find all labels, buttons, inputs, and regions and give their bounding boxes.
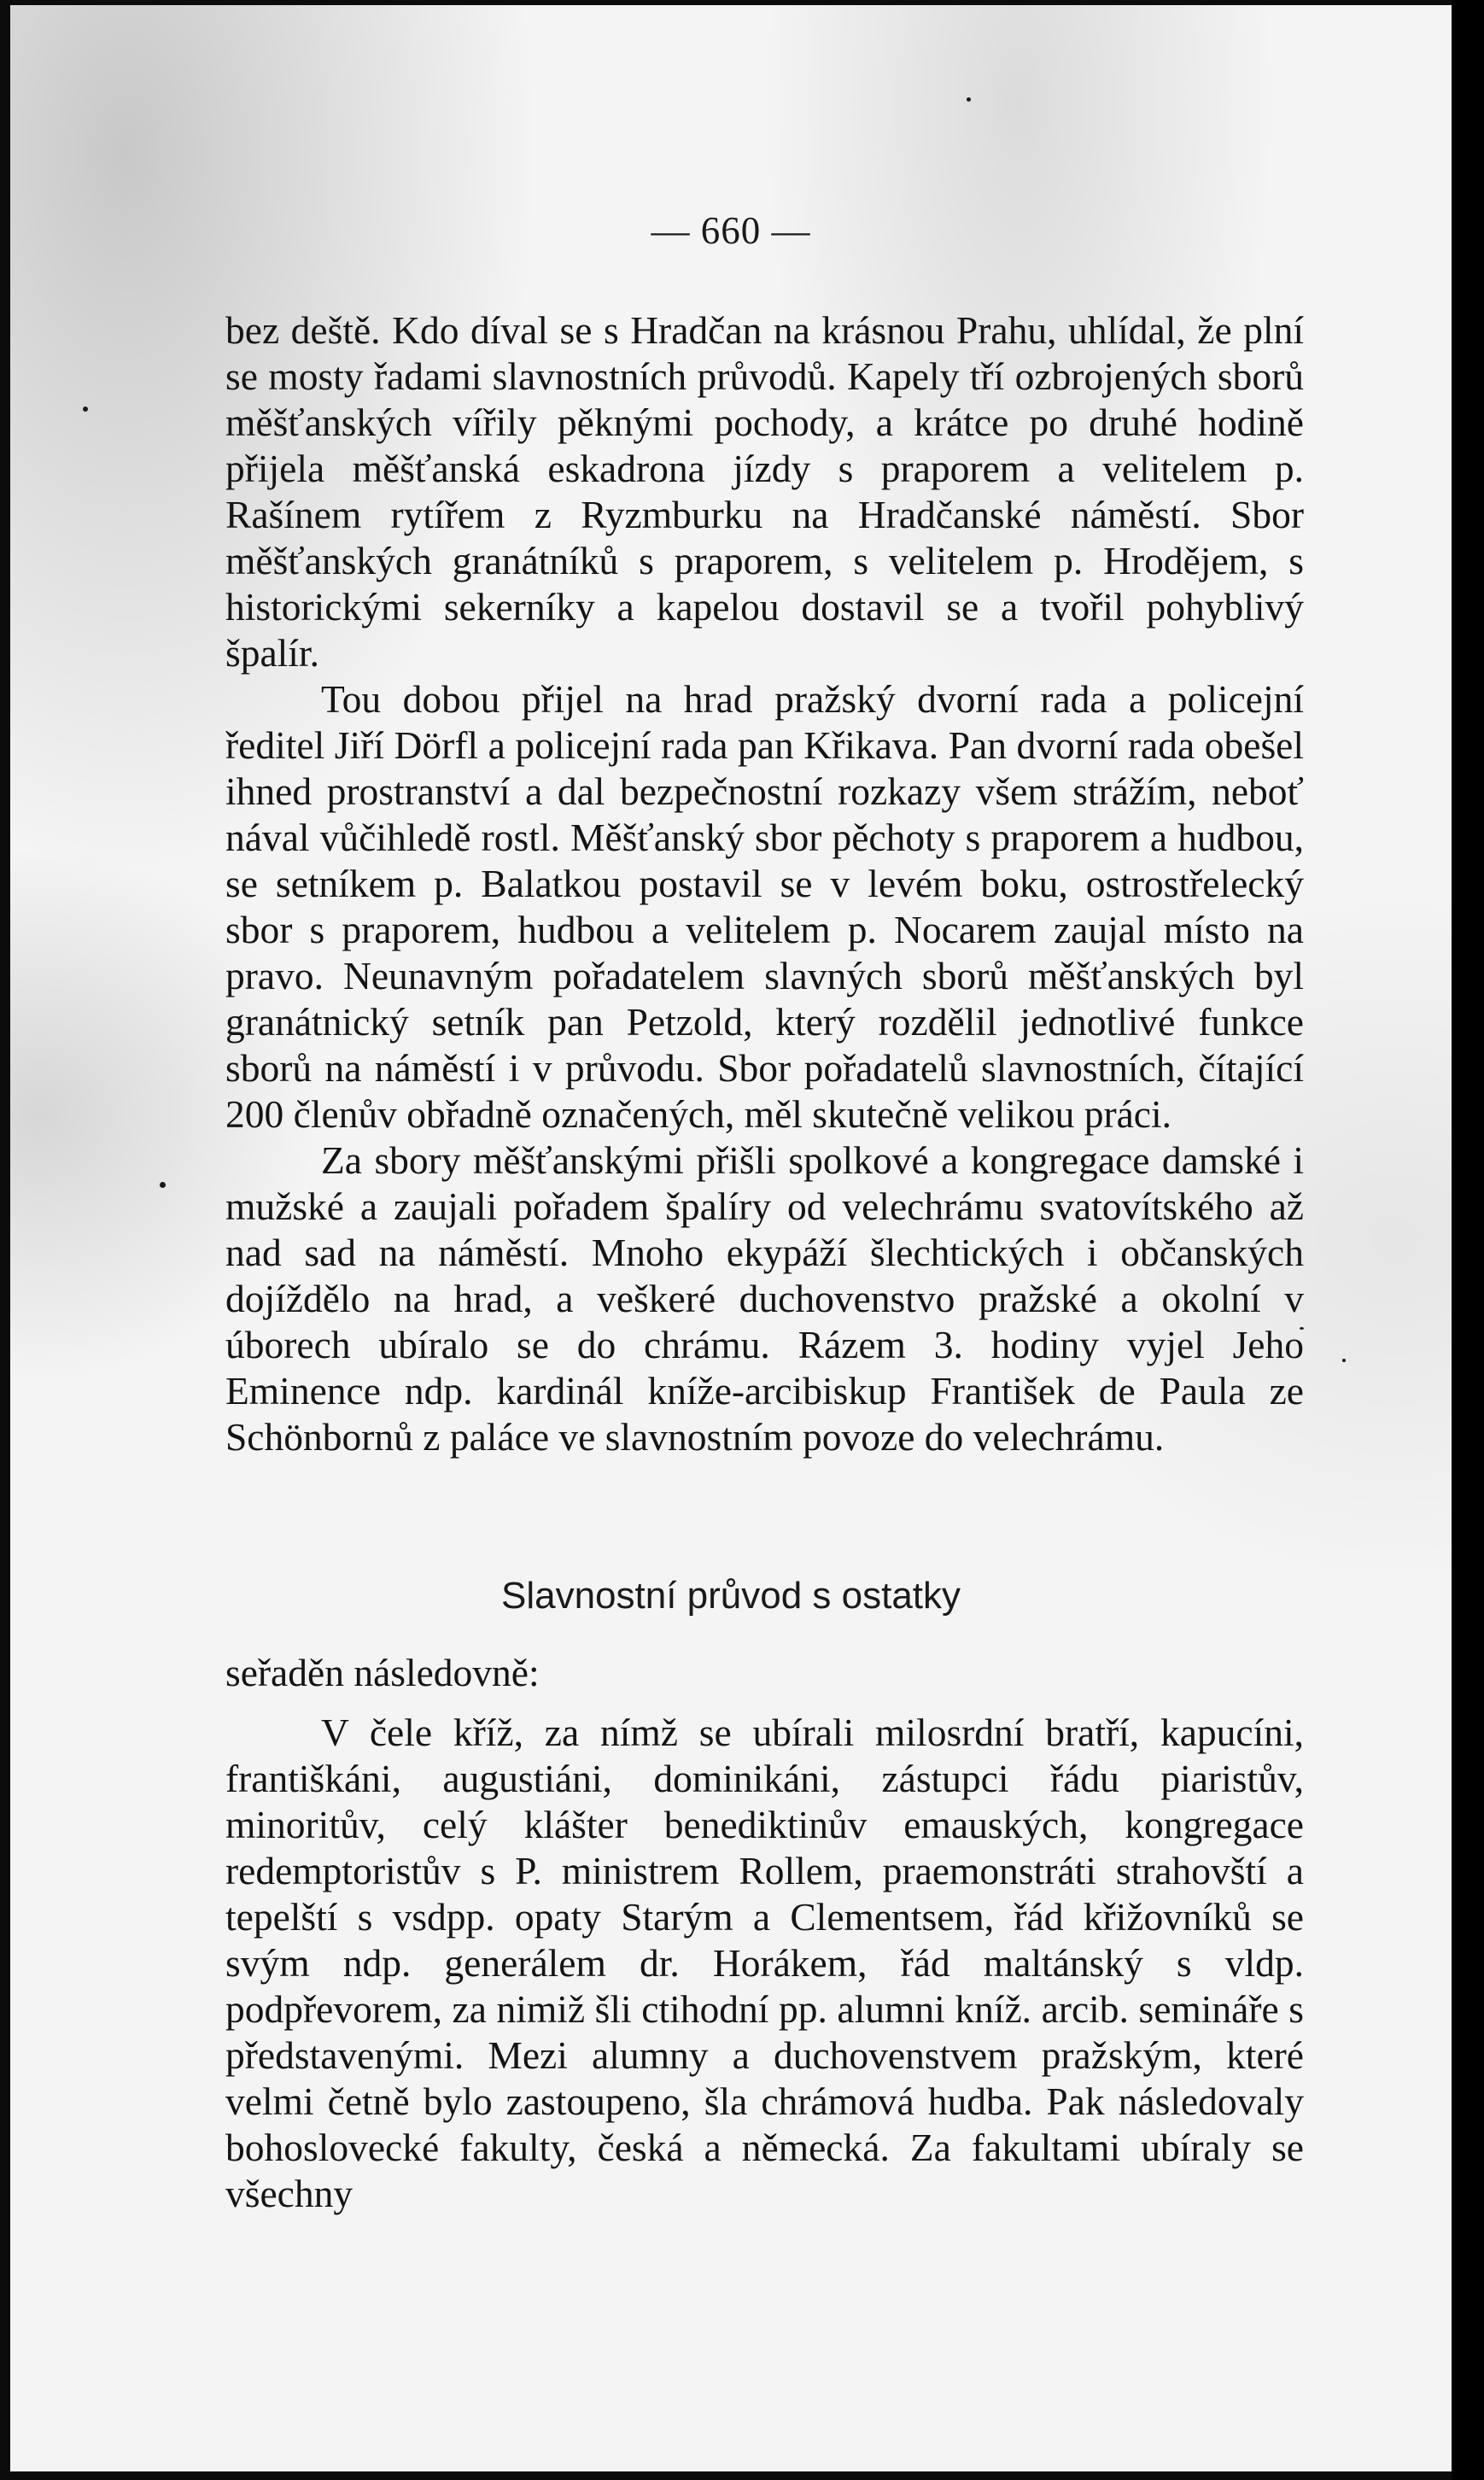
section-heading: Slavnostní průvod s ostatky (500, 1575, 961, 1617)
ink-speck (967, 97, 971, 102)
main-text (225, 307, 1304, 1460)
paragraph-1: bez deště. Kdo díval se s Hradčan na krásnou Prahu, uhlídal, že plní se mosty řadami slavnostních průvodů. Kapely tří ozbrojených sborů měšťanských vířily pěknými pochody, a krátce po druhé hodině přijela měšťanská eskadrona jízdy s praporem a velitelem p. Rašínem rytířem z Ryzmburku na Hradčanské náměstí. Sbor měšťanských granátníků s praporem, s velitelem p. Hrodějem, s historickými sekerníky a kapelou dostavil se a tvořil pohyblivý špalír. (225, 308, 1304, 675)
scan-border (1452, 0, 1484, 2480)
procession-text (225, 1710, 1304, 2217)
ink-speck (83, 407, 88, 412)
page-number: — 660 — (651, 209, 811, 252)
ink-speck (160, 1182, 166, 1188)
paragraph-4: V čele kříž, za nímž se ubírali milosrdní bratří, kapucíni, františkáni, augustiáni, dominikáni, zástupci řádu piaristův, minoritův, celý klášter benediktinův emauských, kongregace redemptoristův s P. ministrem Rollem, praemonstráti strahovští a tepelští s vsdpp. opaty Starým a Clementsem, řád křižovníků se svým ndp. generálem dr. Horákem, řád maltánský s vldp. podpřevorem, za nimiž šli ctihodní pp. alumni kníž. arcib. semináře s představenými. Mezi alumny a duchovenstvem pražským, které velmi četně bylo zastoupeno, šla chrámová hudba. Pak následovaly bohoslovecké fakulty, česká a německá. Za fakultami ubíraly se všechny (225, 1711, 1304, 2215)
section-subheading: seřaděn následovně: (225, 1651, 540, 1694)
scanned-page (10, 5, 1452, 2471)
paragraph-2: Tou dobou přijel na hrad pražský dvorní rada a policejní ředitel Jiří Dörfl a policejní rada pan Křikava. Pan dvorní rada obešel ihned prostranství a dal bezpečnostní rozkazy všem strážím, neboť nával vůčihledě rostl. Měšťanský sbor pěchoty s praporem a hudbou, se setníkem p. Balatkou postavil se v levém boku, ostrostřelecký sbor s praporem, hudbou a velitelem p. Nocarem zaujal místo na pravo. Neunavným pořadatelem slavných sborů měšťanských byl granátnický setník pan Petzold, který rozdělil jednotlivé funkce sborů na náměstí i v průvodu. Sbor pořadatelů slavnostních, čítající 200 členův obřadně označených, měl skutečně velikou práci. (225, 677, 1304, 1136)
paragraph-3: Za sbory měšťanskými přišli spolkové a kongregace damské i mužské a zaujali pořadem špalíry od velechrámu svatovítského až nad sad na náměstí. Mnoho ekypáží šlechtických i občanských dojíždělo na hrad, a veškeré duchovenstvo pražské a okolní v úborech ubíralo se do chrámu. Rázem 3. hodiny vyjel Jeho Eminence ndp. kardinál kníže-arcibiskup František de Paula ze Schönbornů z paláce ve slavnostním povoze do velechrámu. (225, 1138, 1304, 1459)
ink-speck (1342, 1359, 1346, 1362)
